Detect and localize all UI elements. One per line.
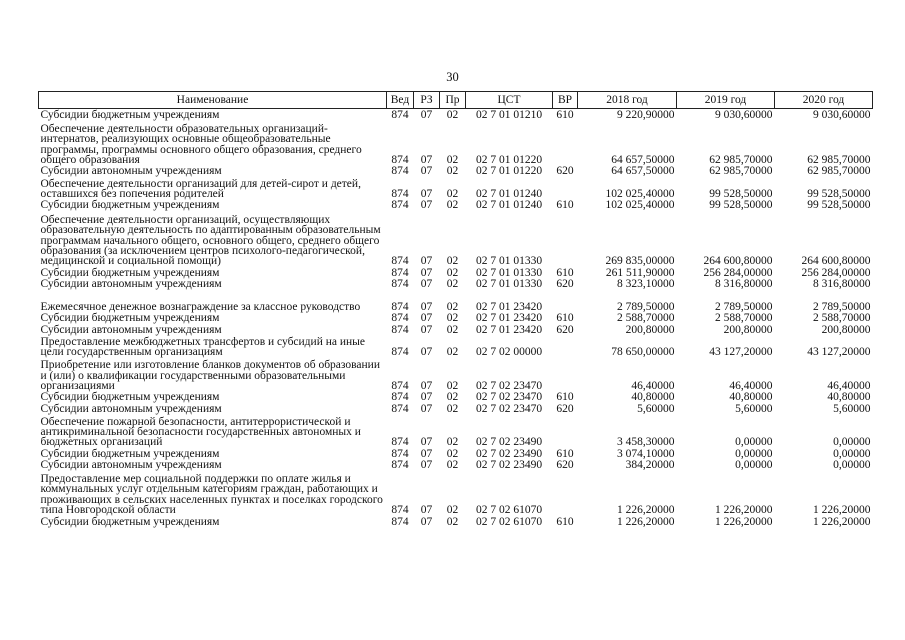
cell-vr: 610 xyxy=(556,391,574,404)
cell-pr: 02 xyxy=(446,108,459,121)
cell-ved: 874 xyxy=(391,379,409,392)
cell-pr: 02 xyxy=(446,515,459,528)
budget-table xyxy=(38,91,873,527)
cell-ved: 874 xyxy=(391,255,409,268)
page-number: 30 xyxy=(446,70,459,84)
cell-pr: 02 xyxy=(446,300,459,313)
cell-cst: 02 7 01 01330 xyxy=(475,255,543,268)
cell-cst: 02 7 02 23470 xyxy=(475,391,543,404)
cell-name: Обеспечение деятельности организаций, осуществляющих образовательную деятельность по адаптированным образовательным программам начального общего, основного общего, среднего общего образования (за исключением центров психолого-педагогической, медицинской и социальной помощи) xyxy=(40,213,381,268)
cell-cst: 02 7 02 61070 xyxy=(475,515,543,528)
header-rz: РЗ xyxy=(414,92,440,109)
cell-2020: 2 588,70000 xyxy=(813,312,871,325)
cell-name: Обеспечение деятельности образовательных организаций-интернатов, реализующих основные общеобразовательные программы, программы основного общего образования, среднего общего образования xyxy=(40,122,362,166)
cell-2018: 3 074,10000 xyxy=(617,447,675,460)
cell-rz: 07 xyxy=(420,187,433,200)
cell-name: Субсидии бюджетным учреждениям xyxy=(40,266,220,279)
table-row xyxy=(39,324,873,335)
cell-2020: 2 789,50000 xyxy=(813,300,871,313)
cell-2018: 5,60000 xyxy=(637,402,675,415)
cell-vr: 610 xyxy=(556,447,574,460)
cell-vr xyxy=(553,471,578,516)
cell-vr xyxy=(553,120,578,165)
cell-rz: 07 xyxy=(420,312,433,325)
cell-2019: 46,40000 xyxy=(729,379,773,392)
cell-rz: 07 xyxy=(420,447,433,460)
cell-pr: 02 xyxy=(446,153,459,166)
header-2019: 2019 год xyxy=(677,92,775,109)
cell-2018: 2 588,70000 xyxy=(617,312,675,325)
cell-pr: 02 xyxy=(446,447,459,460)
table-row xyxy=(39,165,873,176)
cell-pr: 02 xyxy=(446,323,459,336)
cell-cst: 02 7 02 23490 xyxy=(475,436,543,449)
cell-rz: 07 xyxy=(420,199,433,212)
cell-cst: 02 7 01 01220 xyxy=(475,153,543,166)
cell-pr: 02 xyxy=(446,504,459,517)
cell-2018: 261 511,90000 xyxy=(605,266,675,279)
cell-2019: 0,00000 xyxy=(735,447,773,460)
cell-cst: 02 7 01 01220 xyxy=(475,165,543,178)
cell-2019: 2 789,50000 xyxy=(715,300,773,313)
cell-vr: 620 xyxy=(556,278,574,291)
cell-name: Субсидии бюджетным учреждениям xyxy=(40,108,220,121)
cell-vr xyxy=(553,177,578,200)
table-row xyxy=(39,448,873,459)
table-row xyxy=(39,177,873,200)
cell-vr: 610 xyxy=(556,312,574,325)
cell-2018: 46,40000 xyxy=(631,379,675,392)
cell-2019: 62 985,70000 xyxy=(709,165,773,178)
cell-2020: 43 127,20000 xyxy=(807,346,871,359)
cell-2019: 1 226,20000 xyxy=(715,504,773,517)
cell-vr: 620 xyxy=(556,402,574,415)
cell-2020: 256 284,00000 xyxy=(801,266,871,279)
cell-2018: 1 226,20000 xyxy=(617,515,675,528)
cell-rz: 07 xyxy=(420,323,433,336)
cell-pr: 02 xyxy=(446,278,459,291)
table-row xyxy=(39,211,873,267)
cell-cst: 02 7 01 23420 xyxy=(475,323,543,336)
cell-name: Обеспечение пожарной безопасности, антитеррористической и антикриминальной безопасности государственных автономных и бюджетных организаций xyxy=(40,415,361,449)
cell-pr: 02 xyxy=(446,266,459,279)
header-pr: Пр xyxy=(440,92,466,109)
cell-ved: 874 xyxy=(391,515,409,528)
cell-ved: 874 xyxy=(391,165,409,178)
cell-cst: 02 7 01 01240 xyxy=(475,199,543,212)
cell-cst: 02 7 01 01240 xyxy=(475,187,543,200)
cell-rz: 07 xyxy=(420,108,433,121)
cell-2018: 102 025,40000 xyxy=(605,187,675,200)
cell-rz: 07 xyxy=(420,379,433,392)
cell-2018: 200,80000 xyxy=(625,323,675,336)
cell-2018: 64 657,50000 xyxy=(611,165,675,178)
cell-cst: 02 7 01 23420 xyxy=(475,312,543,325)
cell-name: Предоставление мер социальной поддержки по оплате жилья и коммунальных услуг отдельным категориям граждан, работающих и проживающих в сельских населенных пунктах и поселках городского типа Новгородской области xyxy=(40,473,383,517)
cell-ved: 874 xyxy=(391,153,409,166)
cell-vr xyxy=(553,414,578,448)
cell-pr: 02 xyxy=(446,459,459,472)
cell-2018: 9 220,90000 xyxy=(617,108,675,121)
table-row xyxy=(39,335,873,358)
table-row xyxy=(39,471,873,516)
cell-2020: 264 600,80000 xyxy=(801,255,871,268)
cell-vr: 610 xyxy=(556,266,574,279)
cell-ved: 874 xyxy=(391,447,409,460)
cell-name: Субсидии бюджетным учреждениям xyxy=(40,447,220,460)
cell-name: Ежемесячное денежное вознаграждение за классное руководство xyxy=(40,300,361,313)
cell-2019: 0,00000 xyxy=(735,436,773,449)
cell-name: Субсидии автономным учреждениям xyxy=(40,323,222,336)
cell-ved: 874 xyxy=(391,402,409,415)
cell-vr xyxy=(553,358,578,392)
cell-2020: 9 030,60000 xyxy=(813,108,871,121)
table-row xyxy=(39,278,873,289)
cell-cst: 02 7 02 23490 xyxy=(475,459,543,472)
cell-2018: 78 650,00000 xyxy=(611,346,675,359)
cell-2018: 64 657,50000 xyxy=(611,153,675,166)
cell-cst: 02 7 01 01210 xyxy=(475,108,543,121)
table-row xyxy=(39,109,873,121)
cell-vr: 620 xyxy=(556,459,574,472)
cell-name: Субсидии бюджетным учреждениям xyxy=(40,199,220,212)
cell-rz: 07 xyxy=(420,165,433,178)
cell-name: Субсидии автономным учреждениям xyxy=(40,165,222,178)
cell-rz: 07 xyxy=(420,402,433,415)
cell-name: Субсидии автономным учреждениям xyxy=(40,459,222,472)
cell-pr: 02 xyxy=(446,436,459,449)
table-row xyxy=(39,403,873,414)
cell-2019: 1 226,20000 xyxy=(715,515,773,528)
table-row xyxy=(39,199,873,210)
cell-2020: 40,80000 xyxy=(827,391,871,404)
cell-vr: 620 xyxy=(556,165,574,178)
cell-2018: 102 025,40000 xyxy=(605,199,675,212)
header-cst: ЦСТ xyxy=(466,92,553,109)
cell-2020: 1 226,20000 xyxy=(813,515,871,528)
table-row xyxy=(39,358,873,392)
cell-2020: 46,40000 xyxy=(827,379,871,392)
cell-rz: 07 xyxy=(420,515,433,528)
cell-2018: 1 226,20000 xyxy=(617,504,675,517)
cell-rz: 07 xyxy=(420,346,433,359)
cell-2020: 62 985,70000 xyxy=(807,165,871,178)
cell-ved: 874 xyxy=(391,436,409,449)
cell-vr xyxy=(553,211,578,267)
cell-2020: 99 528,50000 xyxy=(807,187,871,200)
table-row xyxy=(39,414,873,448)
table-header-row xyxy=(39,92,873,109)
cell-ved: 874 xyxy=(391,278,409,291)
table-row xyxy=(39,267,873,278)
header-2018: 2018 год xyxy=(578,92,677,109)
cell-2019: 99 528,50000 xyxy=(709,199,773,212)
cell-pr: 02 xyxy=(446,379,459,392)
cell-rz: 07 xyxy=(420,459,433,472)
cell-2019: 2 588,70000 xyxy=(715,312,773,325)
table-row xyxy=(39,312,873,323)
cell-cst: 02 7 01 23420 xyxy=(475,300,543,313)
cell-ved: 874 xyxy=(391,266,409,279)
cell-vr xyxy=(553,335,578,358)
cell-2019: 8 316,80000 xyxy=(715,278,773,291)
cell-vr: 610 xyxy=(556,515,574,528)
cell-vr: 610 xyxy=(556,108,574,121)
cell-ved: 874 xyxy=(391,199,409,212)
cell-pr: 02 xyxy=(446,312,459,325)
table-row xyxy=(39,391,873,402)
cell-2018: 3 458,30000 xyxy=(617,436,675,449)
cell-2020: 0,00000 xyxy=(833,436,871,449)
cell-name: Субсидии автономным учреждениям xyxy=(40,402,222,415)
table-row xyxy=(39,290,873,313)
cell-pr: 02 xyxy=(446,346,459,359)
cell-2020: 62 985,70000 xyxy=(807,153,871,166)
table-row xyxy=(39,120,873,165)
cell-cst: 02 7 02 23470 xyxy=(475,402,543,415)
cell-vr: 620 xyxy=(556,323,574,336)
cell-cst: 02 7 01 01330 xyxy=(475,266,543,279)
cell-pr: 02 xyxy=(446,255,459,268)
cell-2019: 9 030,60000 xyxy=(715,108,773,121)
cell-ved: 874 xyxy=(391,187,409,200)
cell-ved: 874 xyxy=(391,323,409,336)
table-row xyxy=(39,516,873,527)
cell-2019: 256 284,00000 xyxy=(703,266,773,279)
cell-2018: 8 323,10000 xyxy=(617,278,675,291)
cell-rz: 07 xyxy=(420,391,433,404)
cell-name: Субсидии автономным учреждениям xyxy=(40,278,222,291)
cell-2019: 40,80000 xyxy=(729,391,773,404)
cell-ved: 874 xyxy=(391,391,409,404)
cell-rz: 07 xyxy=(420,255,433,268)
cell-cst: 02 7 02 61070 xyxy=(475,504,543,517)
table-body xyxy=(39,109,873,528)
cell-2019: 62 985,70000 xyxy=(709,153,773,166)
cell-2020: 1 226,20000 xyxy=(813,504,871,517)
cell-ved: 874 xyxy=(391,346,409,359)
cell-cst: 02 7 02 23490 xyxy=(475,447,543,460)
cell-ved: 874 xyxy=(391,312,409,325)
cell-pr: 02 xyxy=(446,402,459,415)
cell-name: Субсидии бюджетным учреждениям xyxy=(40,515,220,528)
cell-cst: 02 7 01 01330 xyxy=(475,278,543,291)
cell-2018: 269 835,00000 xyxy=(605,255,675,268)
cell-ved: 874 xyxy=(391,108,409,121)
cell-rz: 07 xyxy=(420,436,433,449)
cell-2020: 5,60000 xyxy=(833,402,871,415)
cell-rz: 07 xyxy=(420,504,433,517)
cell-2019: 5,60000 xyxy=(735,402,773,415)
cell-pr: 02 xyxy=(446,391,459,404)
cell-name: Предоставление межбюджетных трансфертов и субсидий на иные цели государственным организациям xyxy=(40,335,365,359)
cell-2020: 200,80000 xyxy=(821,323,871,336)
header-ved: Вед xyxy=(387,92,414,109)
cell-cst: 02 7 02 23470 xyxy=(475,379,543,392)
cell-2019: 43 127,20000 xyxy=(709,346,773,359)
header-name: Наименование xyxy=(39,92,387,109)
cell-pr: 02 xyxy=(446,187,459,200)
cell-2018: 40,80000 xyxy=(631,391,675,404)
header-2020: 2020 год xyxy=(775,92,873,109)
cell-name: Обеспечение деятельности организаций для детей-сирот и детей, оставшихся без попечения родителей xyxy=(40,177,361,200)
cell-2019: 200,80000 xyxy=(723,323,773,336)
cell-2018: 2 789,50000 xyxy=(617,300,675,313)
cell-ved: 874 xyxy=(391,504,409,517)
cell-rz: 07 xyxy=(420,266,433,279)
cell-rz: 07 xyxy=(420,153,433,166)
cell-name: Приобретение или изготовление бланков документов об образовании и (или) о квалификации государственными образовательными организациями xyxy=(40,359,380,392)
cell-2020: 0,00000 xyxy=(833,447,871,460)
cell-rz: 07 xyxy=(420,300,433,313)
cell-2019: 0,00000 xyxy=(735,459,773,472)
cell-pr: 02 xyxy=(446,199,459,212)
cell-2018: 384,20000 xyxy=(625,459,675,472)
cell-2020: 0,00000 xyxy=(833,459,871,472)
cell-cst: 02 7 02 00000 xyxy=(475,346,543,359)
cell-2019: 99 528,50000 xyxy=(709,187,773,200)
cell-rz: 07 xyxy=(420,278,433,291)
cell-2019: 264 600,80000 xyxy=(703,255,773,268)
cell-ved: 874 xyxy=(391,459,409,472)
cell-2020: 99 528,50000 xyxy=(807,199,871,212)
table-row xyxy=(39,459,873,470)
cell-vr xyxy=(553,290,578,313)
cell-name: Субсидии бюджетным учреждениям xyxy=(40,391,220,404)
cell-2020: 8 316,80000 xyxy=(813,278,871,291)
header-vr: ВР xyxy=(553,92,578,109)
cell-ved: 874 xyxy=(391,300,409,313)
cell-name: Субсидии бюджетным учреждениям xyxy=(40,312,220,325)
cell-pr: 02 xyxy=(446,165,459,178)
cell-vr: 610 xyxy=(556,199,574,212)
